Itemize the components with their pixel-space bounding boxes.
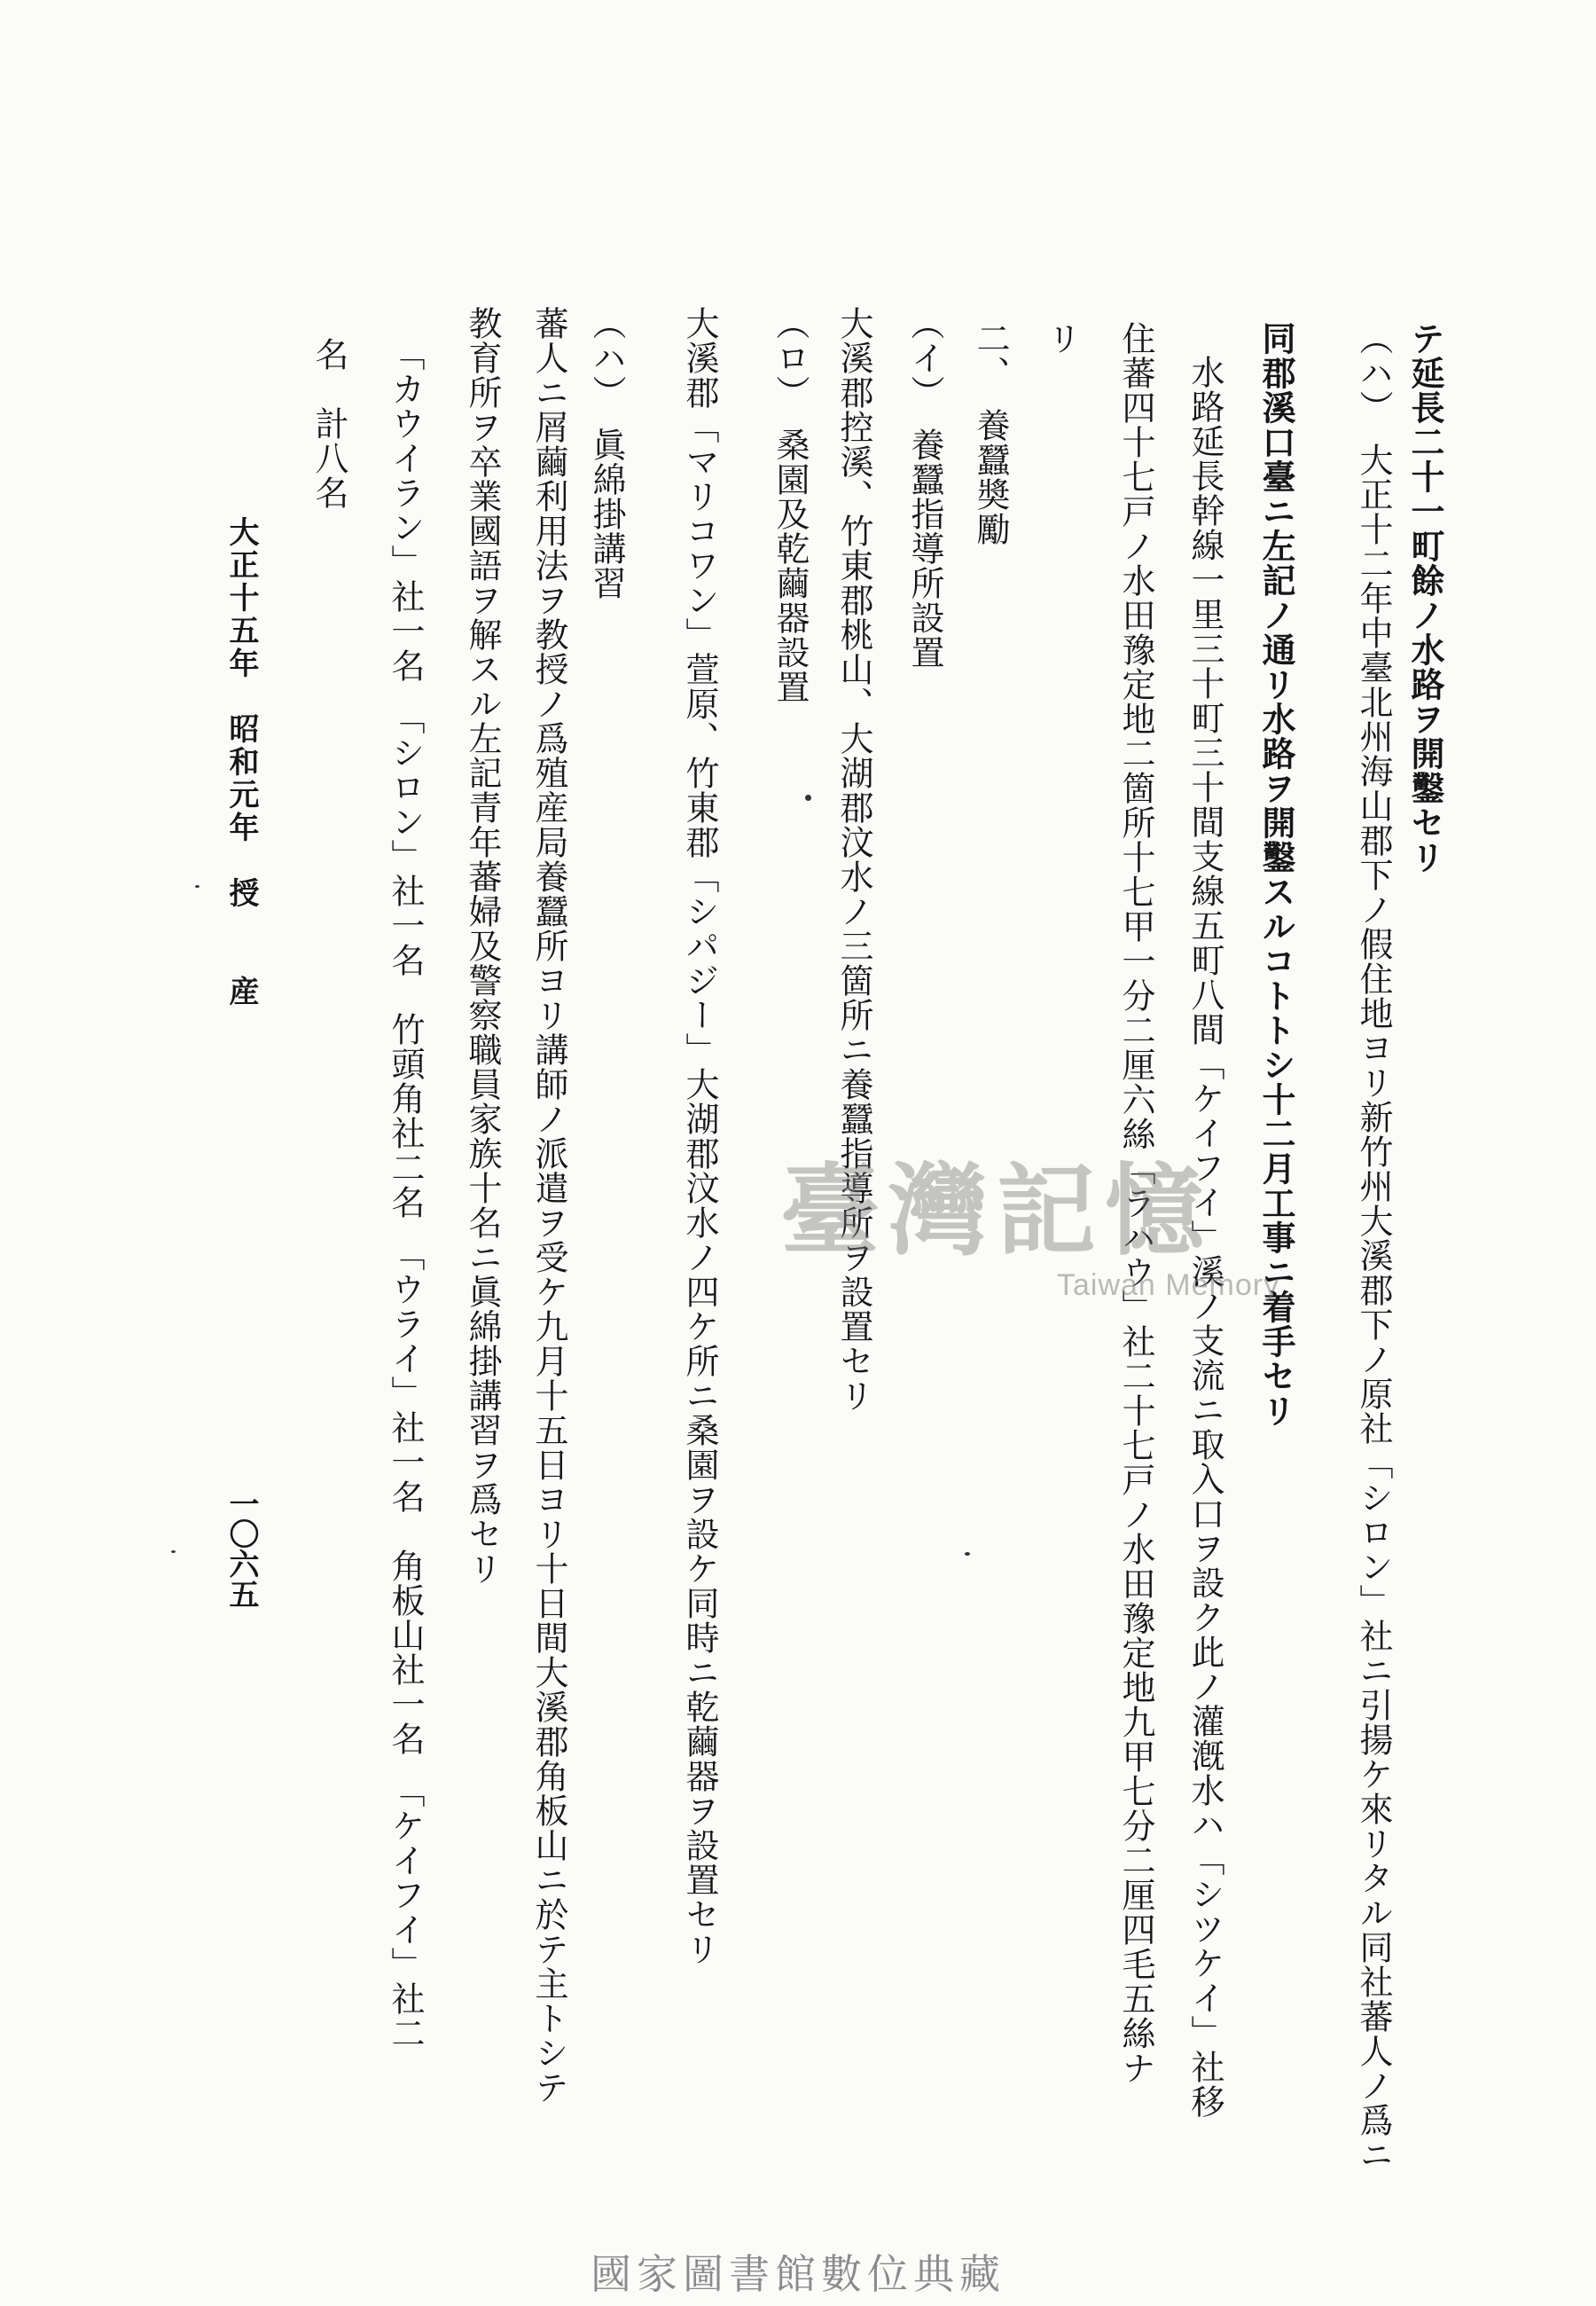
text-line-9: 大溪郡控溪、竹東郡桃山、大湖郡汶水ノ三箇所ニ養蠶指導所ヲ設置セリ: [834, 306, 873, 1413]
scan-speck: [195, 885, 200, 888]
text-line-7: 二、 養蠶奬勵: [971, 321, 1010, 546]
page-number: 一〇六五: [223, 1488, 259, 1609]
watermark-logo: 臺灣記憶: [780, 1153, 1213, 1269]
text-line-15: 「カウイラン」社一名 「シロン」社一名 竹頭角社二名 「ウライ」社一名 角板山社一名 「ケイフイ」社二: [386, 337, 425, 2051]
text-line-10: （ロ） 桑園及乾繭器設置: [771, 306, 810, 704]
running-head: 大正十五年 昭和元年 授 産: [223, 516, 259, 1008]
text-line-11: 大溪郡「マリコワン」萱原、竹東郡「シパジー」大湖郡汶水ノ四ケ所ニ桑園ヲ設ケ同時ニ乾繭器ヲ設置セリ: [680, 306, 719, 1966]
text-line-12: （ハ） 眞綿掛講習: [587, 306, 626, 600]
text-line-2: （ハ） 大正十二年中臺北州海山郡下ノ假住地ヨリ新竹州大溪郡下ノ原社「シロン」社ニ引揚ケ來リタル同社蕃人ノ爲ニ: [1354, 321, 1393, 2172]
scan-speck: [171, 1550, 176, 1553]
text-line-1: テ延長二十一町餘ノ水路ヲ開鑿セリ: [1405, 321, 1445, 875]
text-line-8: （イ） 養蠶指導所設置: [905, 306, 944, 670]
footer-archive-label: 國家圖書館數位典藏: [591, 2250, 1005, 2298]
scan-speck: [805, 795, 811, 801]
watermark-english: Taiwan Memory: [1057, 1268, 1280, 1302]
text-line-16: 名 計八名: [309, 337, 348, 510]
text-line-4: 水路延長幹線一里三十町三十間支線五町八間「ケイフイ」溪ノ支流ニ取入口ヲ設ク此ノ灌漑水ハ「シツケイ」社移: [1185, 355, 1224, 2119]
text-line-5: 住蕃四十七戸ノ水田豫定地二箇所十七甲一分二厘六絲「ラハウ」社二十七戸ノ水田豫定地九甲七分二厘四毛五絲ナ: [1116, 321, 1155, 2085]
text-line-3: 同郡溪口臺ニ左記ノ通リ水路ヲ開鑿スルコトトシ十二月工事ニ着手セリ: [1256, 321, 1296, 1428]
text-line-14: 教育所ヲ卒業國語ヲ解スル左記青年蕃婦及警察職員家族十名ニ眞綿掛講習ヲ爲セリ: [463, 306, 502, 1586]
text-line-13: 蕃人ニ屑繭利用法ヲ教授ノ爲殖産局養蠶所ヨリ講師ノ派遣ヲ受ケ九月十五日ヨリ十日間大溪郡角板山ニ於テ主トシテ: [529, 306, 568, 2105]
scan-speck: [965, 1552, 970, 1556]
text-line-6: リ: [1042, 321, 1081, 356]
